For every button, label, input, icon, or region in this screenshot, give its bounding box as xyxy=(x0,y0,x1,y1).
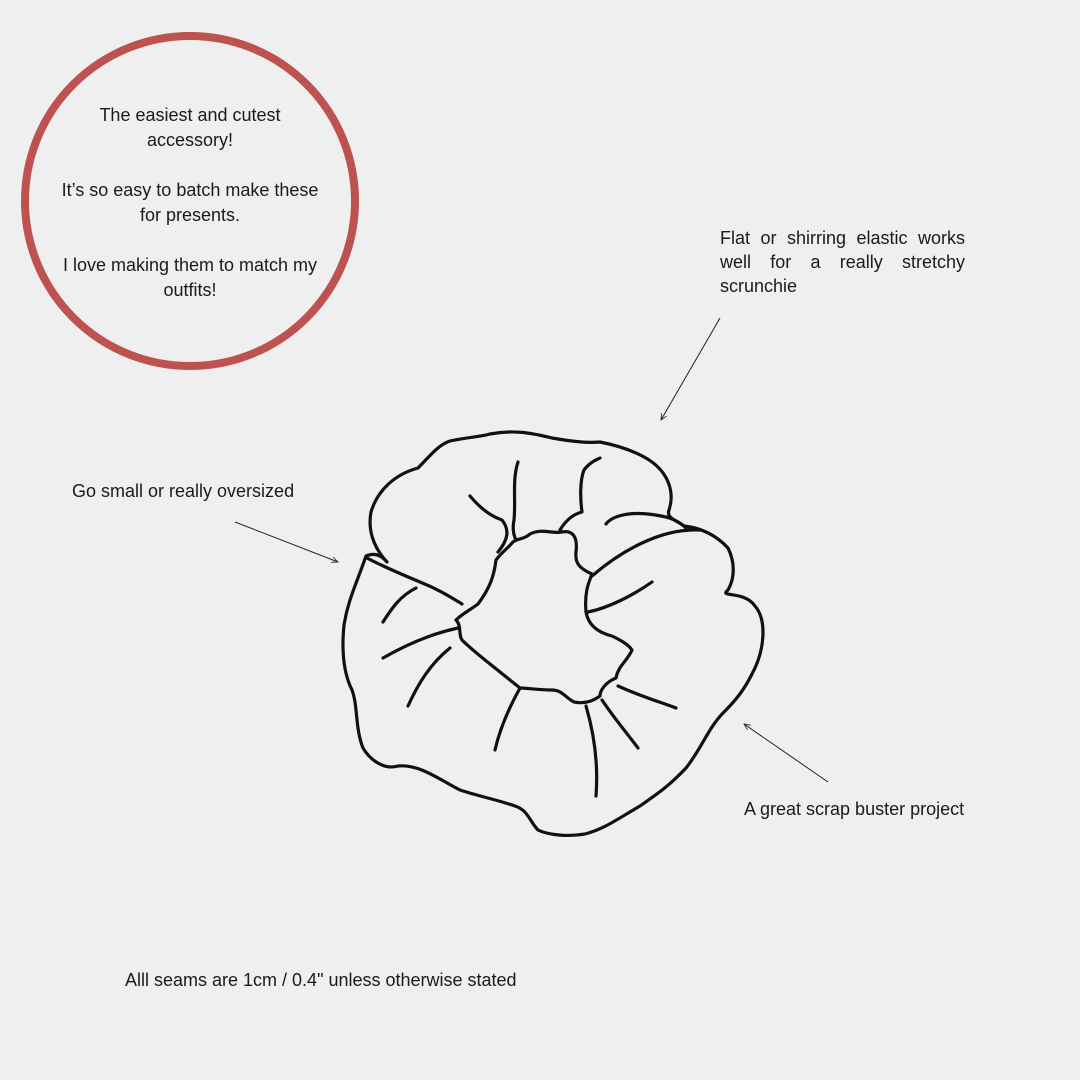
scrunchie-gather-line xyxy=(618,686,676,708)
elastic-pointer-arrow xyxy=(661,318,720,420)
seam-allowance-note: Alll seams are 1cm / 0.4" unless otherwise stated xyxy=(125,970,517,990)
scrunchie-puff-line xyxy=(560,458,600,530)
elastic-note: Flat or shirring elastic works well for a really stretchy scrunchie xyxy=(720,228,965,296)
scrunchie-puff-line xyxy=(588,582,652,612)
scrunchie-icon xyxy=(343,432,763,835)
scrunchie-puff-line xyxy=(470,496,507,552)
size-pointer-arrow xyxy=(235,522,338,562)
scrunchie-gather-line xyxy=(586,706,597,796)
scrunchie-gather-line xyxy=(383,588,416,622)
scrap-note: A great scrap buster project xyxy=(744,799,965,819)
scrunchie-outer-outline xyxy=(343,432,763,835)
scrunchie-puff-line xyxy=(513,462,518,540)
scrunchie-inner-hole xyxy=(456,531,632,702)
intro-line-1: The easiest and cutest accessory! xyxy=(99,105,281,150)
scrap-pointer-arrow xyxy=(744,724,828,782)
scrunchie-puff-line xyxy=(606,513,686,528)
scrunchie-gather-line xyxy=(383,628,458,658)
intro-line-2: It’s so easy to batch make these for presents. xyxy=(61,180,319,225)
scrunchie-puff-line xyxy=(592,530,700,576)
scrunchie-puff-line xyxy=(367,558,462,604)
scrunchie-gather-line xyxy=(408,648,450,706)
scrunchie-gather-line xyxy=(602,700,638,748)
size-note: Go small or really oversized xyxy=(72,481,295,501)
scrunchie-gather-line xyxy=(495,688,520,750)
intro-line-3: I love making them to match my outfits! xyxy=(62,255,318,300)
